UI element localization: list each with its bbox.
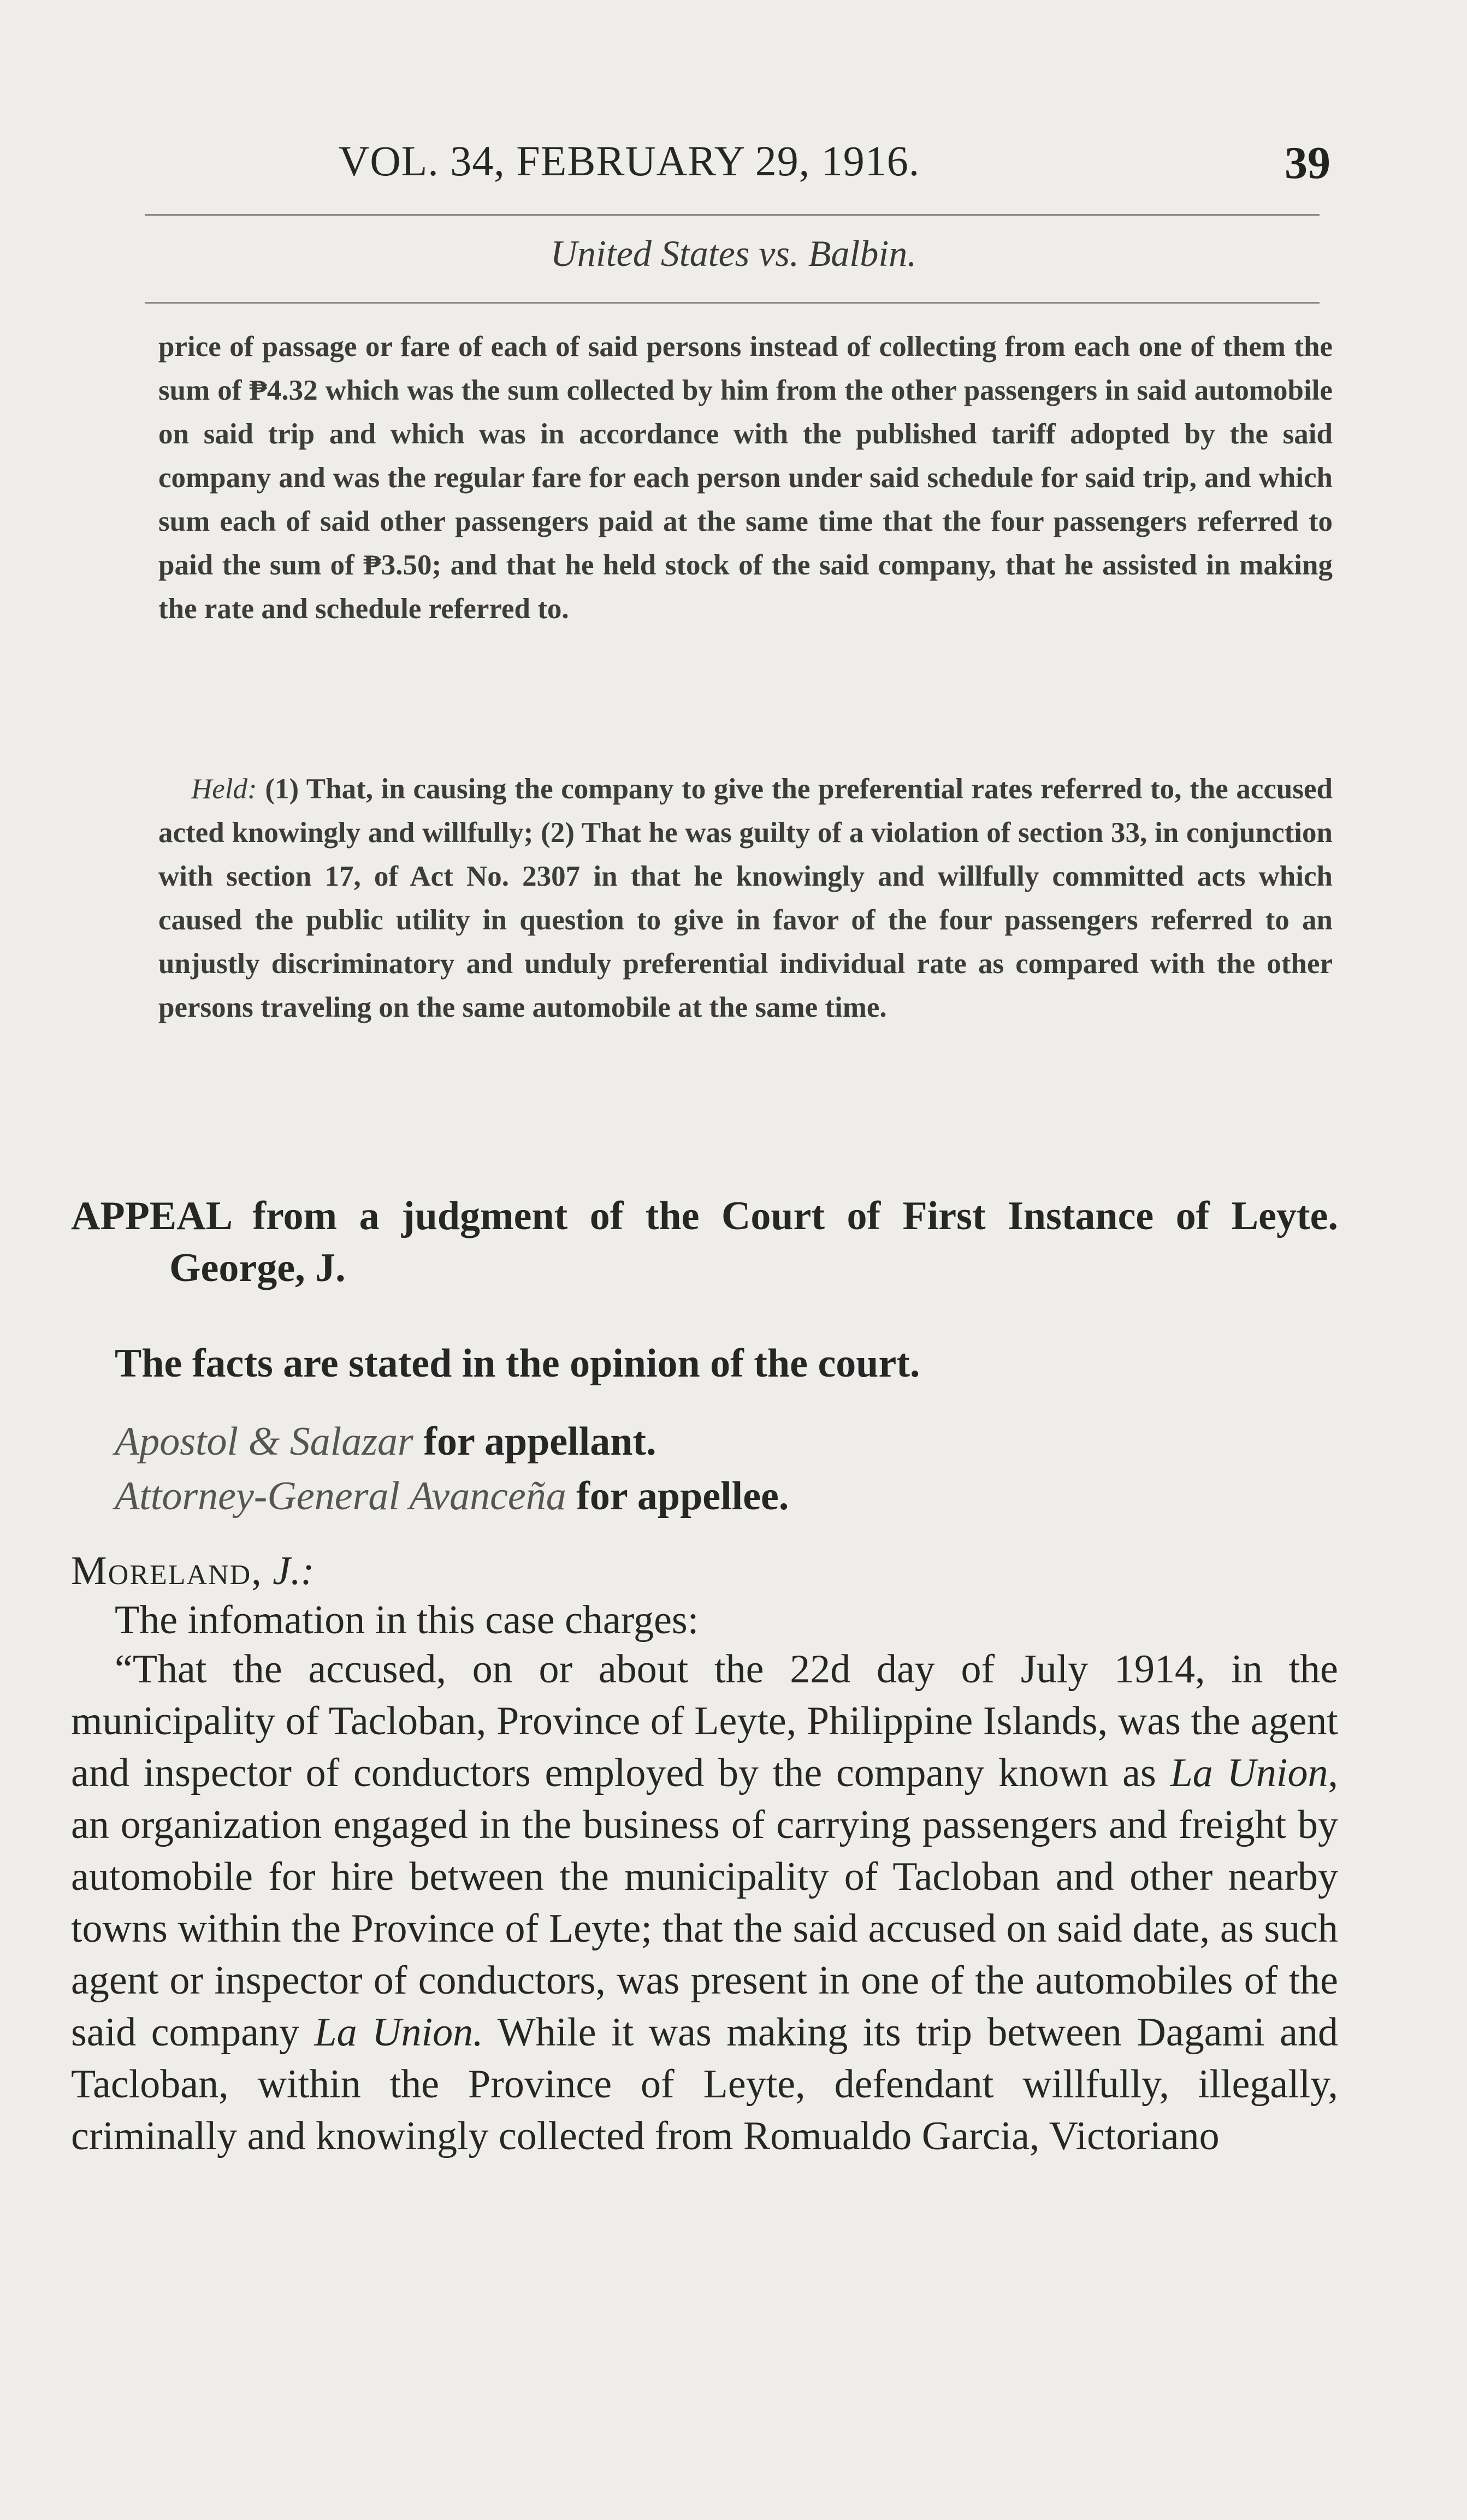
header-rule-top	[145, 214, 1320, 216]
running-title: United States vs. Balbin.	[550, 233, 917, 274]
appeal-statement	[71, 1190, 1338, 1294]
judge-name: Moreland,	[71, 1549, 263, 1593]
quote-part-2: , an organization engaged in the business of carrying passengers and freight by automobile for hire between the municipality of Tacloban and other nearby towns within the Province of Leyte; that the said accused on said date, as such agent or inspector of conductors, was present in one of the automobiles of the said company	[71, 1751, 1338, 2055]
syllabus-held	[158, 767, 1333, 1029]
quote-part-3: While it was making its trip between Dagami and Tacloban, within the Province of Leyte, defendant willfully, illegally, criminally and knowingly collected from Romualdo Garcia, Victoriano	[71, 2010, 1339, 2159]
information-quote	[71, 1644, 1338, 2162]
appellant-role: for appellant.	[413, 1419, 656, 1464]
syllabus-continuation	[158, 325, 1333, 631]
header-rule-bottom	[145, 302, 1320, 304]
counsel-block	[71, 1414, 1338, 1523]
held-label: Held:	[191, 773, 257, 805]
volume-date-header: VOL. 34, FEBRUARY 29, 1916.	[339, 137, 920, 185]
counsel-appellant	[115, 1414, 1338, 1469]
page-number: 39	[1285, 138, 1330, 188]
quote-paragraph	[71, 1644, 1338, 2162]
held-paragraph	[158, 767, 1333, 1029]
quote-part-1: “That the accused, on or about the 22d day of July 1914, in the municipality of Tacloban, Province of Leyte, Philippine Islands, was the agent and inspector of conductors employed by the company known as	[71, 1647, 1338, 1795]
company-name-1: La Union	[1170, 1751, 1328, 1795]
held-text: (1) That, in causing the company to give the preferential rates referred to, the accused acted knowingly and willfully; (2) That he was guilty of a violation of section 33, in conjunction with section 17, of Act No. 2307 in that he knowingly and willfully committed acts which caused the public utility in question to give in favor of the four passengers referred to an unjustly discriminatory and unduly preferential individual rate as compared with the other persons traveling on the same automobile at the same time.	[158, 773, 1333, 1023]
syllabus-paragraph: price of passage or fare of each of said persons instead of collecting from each one of them the sum of ₱4.32 which was the sum collected by him from the other passengers in said automobile on said trip and which was in accordance with the published tariff adopted by the said company and was the regular fare for each person under said schedule for said trip, and which sum each of said other passengers paid at the same time that the four passengers referred to paid the sum of ₱3.50; and that he held stock of the said company, that he assisted in making the rate and schedule referred to.	[158, 331, 1333, 625]
appellee-role: for appellee.	[566, 1474, 789, 1519]
appellee-counsel-names: Attorney-General Avanceña	[115, 1474, 566, 1519]
appeal-paragraph: APPEAL from a judgment of the Court of First Instance of Leyte. George, J.	[71, 1194, 1338, 1290]
opinion-intro: The infomation in this case charges:	[115, 1598, 699, 1643]
company-name-2: La Union.	[314, 2010, 483, 2055]
opinion-author	[71, 1545, 1338, 1597]
appellant-counsel-names: Apostol & Salazar	[115, 1419, 413, 1464]
facts-statement: The facts are stated in the opinion of the court.	[115, 1341, 920, 1386]
judge-suffix: J.:	[262, 1549, 315, 1593]
counsel-appellee	[115, 1469, 1338, 1523]
